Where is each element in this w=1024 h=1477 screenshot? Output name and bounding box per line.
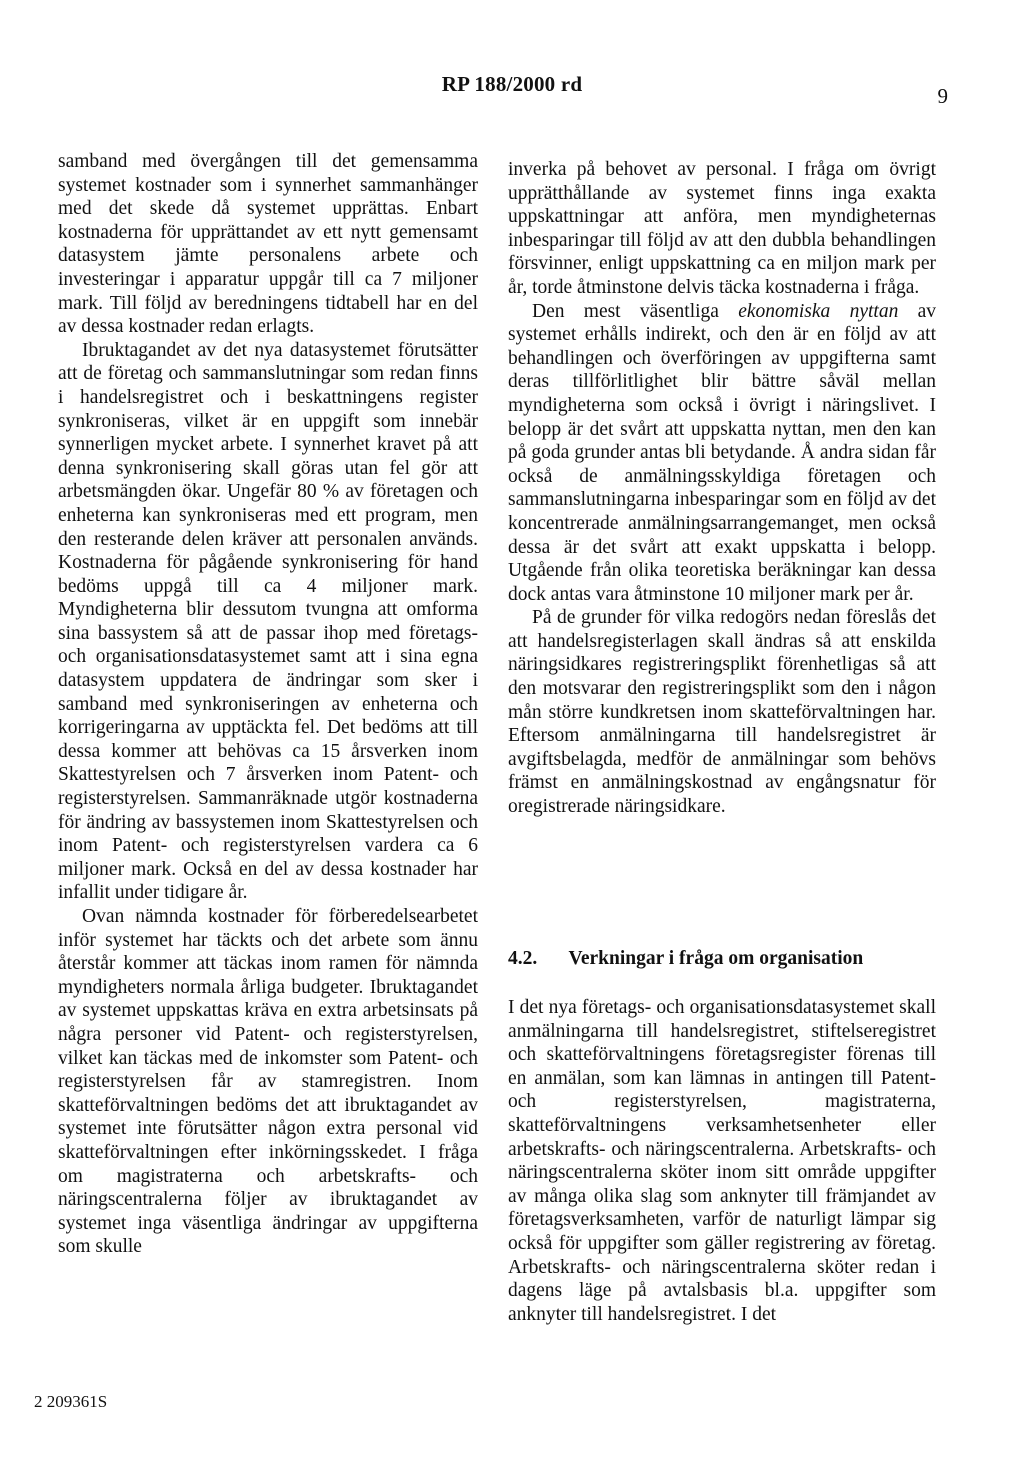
body-paragraph: inverka på behovet av personal. I fråga om övrigt upprätthållande av systemet finns inga exakta uppskattningar att anföra, men myndigheternas inbesparingar till följd av att den dubbla behandlingen försvinner, enligt uppskattning ca en miljon mark per år, torde åtminstone delvis täcka kostnaderna i fråga.: [508, 159, 936, 298]
page-header-title: RP 188/2000 rd: [441, 72, 583, 96]
body-paragraph: I det nya företags- och organisationsdatasystemet skall anmälningarna till handelsregistret, stiftelseregistret och skatteförvaltningens företagsregister förenas till en anmälan, som kan lämnas in antingen till Patent- och registerstyrelsen, magistraterna, skatteförvaltningens verksamhetsenheter eller arbetskrafts- och näringscentralerna. Arbetskrafts- och näringscentralerna sköter inom sitt område uppgifter av många olika slag som anknyter till främjandet av företagsverksamheten, varför de naturligt lämpar sig också för uppgifter som gäller registrering av företag. Arbetskrafts- och näringscentralerna sköter redan i dagens läge på avtalsbasis bl.a. uppgifter som anknyter till handelsregistret. I det: [508, 997, 936, 1325]
section-text-column: [508, 996, 936, 1326]
section-title: Verkningar i fråga om organisation: [568, 948, 864, 969]
footer-print-code: 2 209361S: [34, 1392, 108, 1411]
body-paragraph: samband med övergången till det gemensamma systemet kostnader som i synnerhet sammanhänger med det skede då systemet upprättas. Enbart kostnaderna för upprättandet av ett nytt gemensamt datasystem jämte personalens arbete och investeringar i apparatur uppgår till ca 7 miljoner mark. Till följd av beredningens tidtabell har en del av dessa kostnader redan erlagts.: [58, 151, 478, 338]
body-paragraph: Ibruktagandet av det nya datasystemet förutsätter att de företag och sammanslutningar som redan finns i handelsregistret och i beskattningens register synkroniseras, vilket är en uppgift som innebär synnerligen mycket arbete. I synnerhet kravet på att denna synkronisering skall göras utan fel gör att arbetsmängden ökar. Ungefär 80 % av företagen och enheterna kan synkroniseras med ett program, men den resterande delen kräver att personalen används. Kostnaderna för pågående synkronisering för hand bedöms uppgå till ca 4 miljoner mark. Myndigheterna blir dessutom tvungna att omforma sina bassystem så att de passar ihop med företags- och organisationsdatasystemet samt att i sina egna datasystem uppdatera de ändringar som sker i samband med synkroniseringen av enheterna och korrigeringarna av upptäckta fel. Det bedöms att till dessa kommer att behövas ca 15 årsverken inom Skattestyrelsen och 7 årsverken inom Patent- och registerstyrelsen. Sammanräknade utgör kostnaderna för ändring av bassystemen inom Skattestyrelsen och inom Patent- och registerstyrelsen vardera ca 6 miljoner mark. Också en del av dessa kostnader har infallit under tidigare år.: [58, 339, 478, 904]
left-text-column: [58, 150, 478, 1259]
right-text-column: [508, 158, 936, 819]
page-number: 9: [937, 84, 948, 108]
section-number: 4.2.: [508, 948, 538, 969]
body-paragraph: Ovan nämnda kostnader för förberedelsearbetet inför systemet har täckts och det arbete som ännu återstår kommer att täckas inom ramen för nämnda myndigheters normala årliga budgeter. Ibruktagandet av systemet uppskattas kräva en extra arbetsinsats på några personer vid Patent- och registerstyrelsen, vilket kan täckas med de inkomster som Patent- och registerstyrelsen får av stamregistren. Inom skatteförvaltningen bedöms det att ibruktagandet av systemet inte förutsätter någon extra personal vid skatteförvaltningen efter inkörningsskedet. I fråga om magistraterna och arbetskrafts- och näringscentralerna följer av ibruktagandet av systemet inga väsentliga ändringar av uppgifterna som skulle: [58, 906, 478, 1258]
section-heading: [508, 948, 938, 970]
body-paragraph-economic-benefit: Den mest väsentliga ekonomiska nyttan av systemet erhålls indirekt, och den är en följd av att behandlingen och överföringen av uppgifterna samt deras tillförlitlighet blir bättre såväl mellan myndigheterna som också i övrigt i näringslivet. I belopp är det svårt att uppskatta nyttan, men den kan på goda grunder antas bli betydande. Å andra sidan får också de anmälningsskyldiga företagen och sammanslutningarna inbesparingar som en följd av det koncentrerade anmälningsarrangemanget, men också dessa är det svårt att exakt uppskatta i belopp. Utgående från olika teoretiska beräkningar kan dessa dock antas vara åtminstone 10 miljoner mark per år.: [508, 300, 937, 605]
body-paragraph: På de grunder för vilka redogörs nedan föreslås det att handelsregisterlagen skall ändras så att enskilda näringsidkares registreringsplikt förenhetligas så att den motsvarar den registreringsplikt som den i någon mån större kundkretsen inom skatteförvaltningen har. Eftersom anmälningarna till handelsregistret är avgiftsbelagda, medför de anmälningar som behövs främst en anmälningskostnad av engångsnatur för oregistrerade näringsidkare.: [508, 607, 936, 818]
italic-phrase: ekonomiska nyttan: [738, 300, 899, 322]
